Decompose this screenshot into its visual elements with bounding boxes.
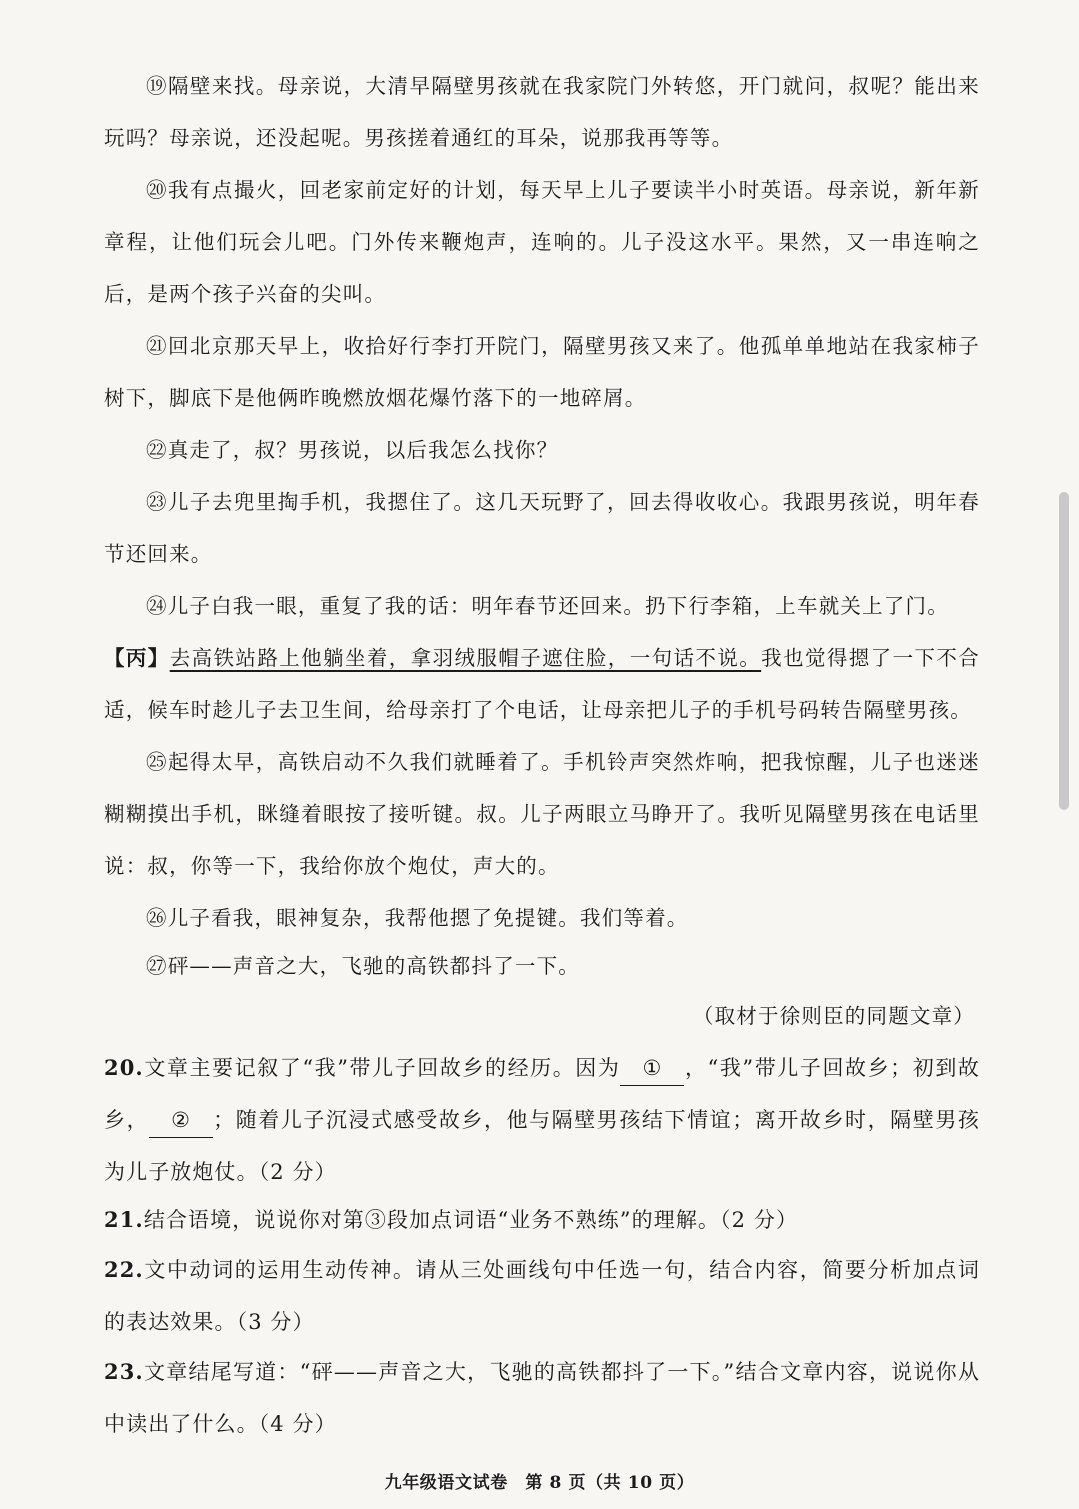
- paragraph-text: 儿子看我，眼神复杂，我帮他摁了免提键。我们等着。: [167, 906, 689, 930]
- paragraph-25: [104, 736, 980, 892]
- question-22: [104, 1244, 980, 1348]
- question-number: 21.: [104, 1207, 144, 1232]
- question-number: 23.: [104, 1359, 144, 1384]
- question-number: 20.: [104, 1055, 144, 1080]
- paragraph-26: [104, 892, 980, 944]
- question-number: 22.: [104, 1257, 144, 1282]
- paragraph-number: ㉕: [146, 750, 168, 774]
- paragraph-23: [104, 476, 980, 580]
- source-attribution: （取材于徐则臣的同题文章）: [692, 1004, 975, 1028]
- question-text: 文章主要记叙了“我”带儿子回故乡的经历。因为: [143, 1056, 621, 1080]
- question-text: 文章结尾写道：“砰——声音之大，飞驰的高铁都抖了一下。”结合文章内容，说说你从中读出了什么。（4 分）: [104, 1360, 980, 1436]
- paragraph-text: 真走了，叔？男孩说，以后我怎么找你？: [167, 438, 559, 462]
- question-text: 结合语境，说说你对第③段加点词语“业务不熟练”的理解。（2 分）: [143, 1208, 799, 1232]
- underlined-sentence: 去高铁站路上他躺坐着，拿羽绒服帽子遮住脸，一句话不说。: [169, 646, 762, 670]
- paragraph-21: [104, 320, 980, 424]
- paragraph-number: ㉗: [146, 954, 168, 978]
- answer-blank-1[interactable]: ①: [620, 1051, 684, 1086]
- underline-marker-bing: 【丙】: [104, 646, 170, 670]
- paragraph-27: [104, 940, 980, 992]
- paragraph-number: ㉑: [146, 334, 168, 358]
- question-23: [104, 1346, 980, 1450]
- paragraph-text: 我有点撮火，回老家前定好的计划，每天早上儿子要读半小时英语。母亲说，新年新章程，让他们玩会儿吧。门外传来鞭炮声，连响的。儿子没这水平。果然，又一串连响之后，是两个孩子兴奋的尖叫。: [104, 178, 981, 306]
- paragraph-20: [104, 164, 980, 320]
- question-text: ；随着儿子沉浸式感受故乡，他与隔壁男孩结下情谊；离开故乡时，隔壁男孩为儿子放炮仗。（2 分）: [104, 1108, 980, 1184]
- paragraph-24: [104, 580, 980, 632]
- paragraph-text: 我也觉得摁了一下不合适，候车时趁儿子去卫生间，给母亲打了个电话，让母亲把儿子的手机号码转告隔壁男孩。: [104, 646, 980, 722]
- answer-blank-2[interactable]: ②: [149, 1103, 213, 1138]
- page-footer: 九年级语文试卷 第 8 页（共 10 页）: [384, 1473, 695, 1493]
- paragraph-number: ㉓: [146, 490, 168, 514]
- paragraph-bing: [104, 632, 980, 736]
- paragraph-22: [104, 424, 980, 476]
- paragraph-number: ㉔: [146, 594, 168, 618]
- question-text: 文中动词的运用生动传神。请从三处画线句中任选一句，结合内容，简要分析加点词的表达效果。（3 分）: [104, 1258, 980, 1334]
- question-21: [104, 1194, 980, 1246]
- paragraph-19: [104, 60, 980, 164]
- paragraph-text: 起得太早，高铁启动不久我们就睡着了。手机铃声突然炸响，把我惊醒，儿子也迷迷糊糊摸出手机，眯缝着眼按了接听键。叔。儿子两眼立马睁开了。我听见隔壁男孩在电话里说：叔，你等一下，我给你放个炮仗，声大的。: [104, 750, 981, 878]
- paragraph-number: ⑲: [146, 74, 168, 98]
- paragraph-text: 砰——声音之大，飞驰的高铁都抖了一下。: [167, 954, 581, 978]
- question-text: ，“我”带儿子回故乡；初到故乡，: [104, 1056, 981, 1132]
- paragraph-number: ㉒: [146, 438, 168, 462]
- question-20: [104, 1042, 980, 1198]
- paragraph-text: 回北京那天早上，收拾好行李打开院门，隔壁男孩又来了。他孤单单地站在我家柿子树下，脚底下是他俩昨晚燃放烟花爆竹落下的一地碎屑。: [104, 334, 981, 410]
- paragraph-number: ⑳: [146, 178, 168, 202]
- paragraph-text: 儿子白我一眼，重复了我的话：明年春节还回来。扔下行李箱，上车就关上了门。: [167, 594, 949, 618]
- paragraph-text: 隔壁来找。母亲说，大清早隔壁男孩就在我家院门外转悠，开门就问，叔呢？能出来玩吗？母亲说，还没起呢。男孩搓着通红的耳朵，说那我再等等。: [104, 74, 981, 150]
- scrollbar-thumb[interactable]: [1059, 492, 1069, 810]
- paragraph-number: ㉖: [146, 906, 168, 930]
- paragraph-text: 儿子去兜里掏手机，我摁住了。这几天玩野了，回去得收收心。我跟男孩说，明年春节还回来。: [104, 490, 981, 566]
